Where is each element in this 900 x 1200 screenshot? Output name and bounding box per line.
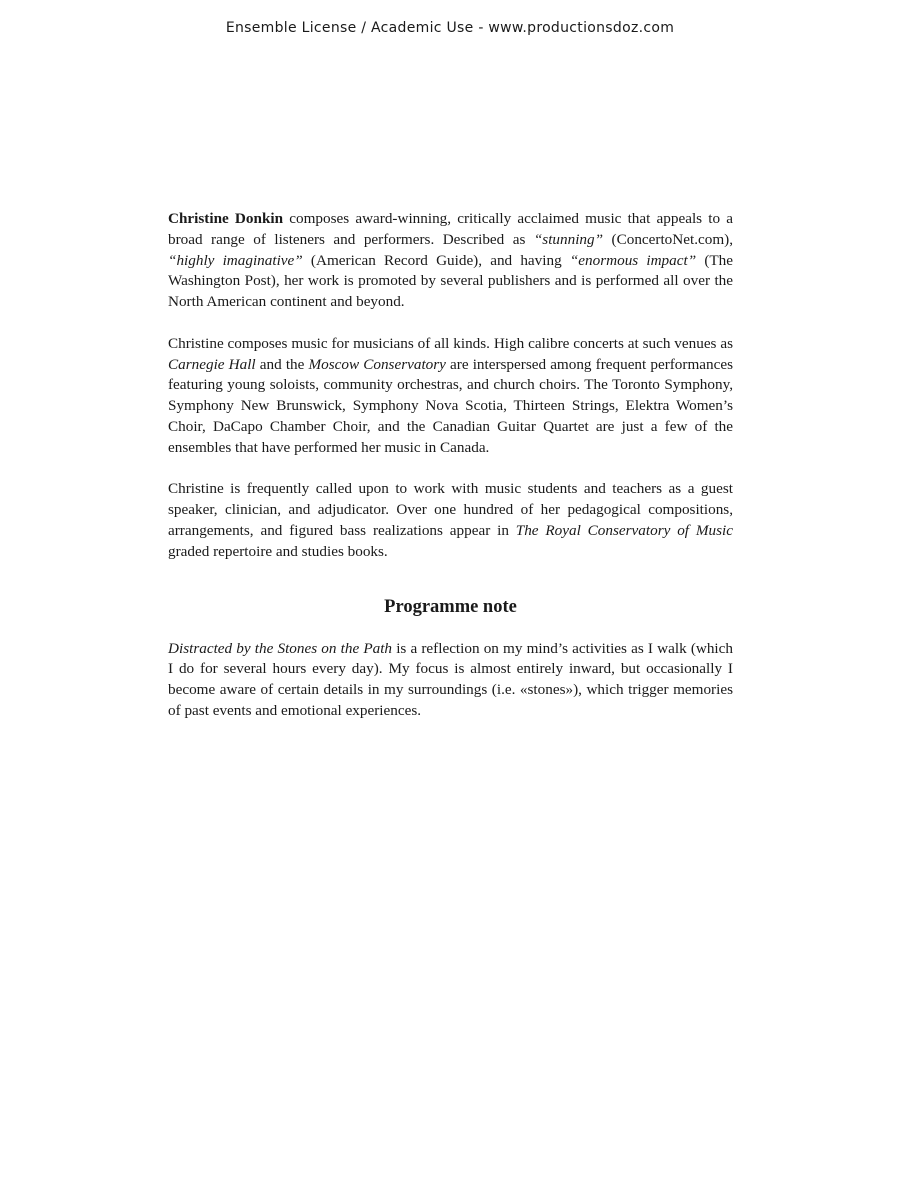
venue-name: Carnegie Hall <box>168 355 256 373</box>
programme-note-paragraph <box>168 639 733 722</box>
press-quote: “highly imaginative” <box>168 251 303 269</box>
venue-name: Moscow Conservatory <box>308 355 446 373</box>
programme-text: is a reflection on my mind’s activities as I walk (which I do for several hours every day). My focus is almost entirely inward, but occasionally I become aware of certain details in my surroundings (i.e. «stones»), which trigger memories of past events and emotional experiences. <box>168 639 733 719</box>
bio-text: (ConcertoNet.com), <box>603 230 733 248</box>
bio-text: (American Record Guide), and having <box>302 251 570 269</box>
bio-text: are interspersed among frequent performances featuring young soloists, community orchestras, and church choirs. The Toronto Symphony, Symphony New Brunswick, Symphony Nova Scotia, Thirteen Strings, Elektra Women’s Choir, DaCapo Chamber Choir, and the Canadian Guitar Quartet are just a few of the ensembles that have performed her music in Canada. <box>168 355 734 456</box>
composer-name: Christine Donkin <box>168 210 284 227</box>
bio-text: graded repertoire and studies books. <box>168 542 388 560</box>
document-body <box>168 209 733 722</box>
bio-text: Christine composes music for musicians of all kinds. High calibre concerts at such venues as <box>168 334 733 352</box>
bio-paragraph-1 <box>168 209 733 313</box>
press-quote: “stunning” <box>533 230 604 248</box>
bio-text: composes award-winning, critically acclaimed music that appeals to a broad range of listeners and performers. Described as <box>168 210 733 248</box>
bio-paragraph-3 <box>168 479 733 562</box>
bio-text: and the <box>255 355 309 373</box>
programme-note-heading: Programme note <box>384 596 517 617</box>
book-title: The Royal Conservatory of Music <box>515 521 733 539</box>
bio-text: (The Washington Post), her work is promoted by several publishers and is performed all over the North American continent and beyond. <box>168 251 734 311</box>
bio-text: Christine is frequently called upon to work with music students and teachers as a guest speaker, clinician, and adjudicator. Over one hundred of her pedagogical compositions, arrangements, and figured bass realizations appear in <box>168 480 733 539</box>
work-title: Distracted by the Stones on the Path <box>168 639 393 657</box>
license-header: Ensemble License / Academic Use - www.productionsdoz.com <box>225 20 675 36</box>
press-quote: “enormous impact” <box>569 251 697 269</box>
bio-paragraph-2 <box>168 334 733 459</box>
